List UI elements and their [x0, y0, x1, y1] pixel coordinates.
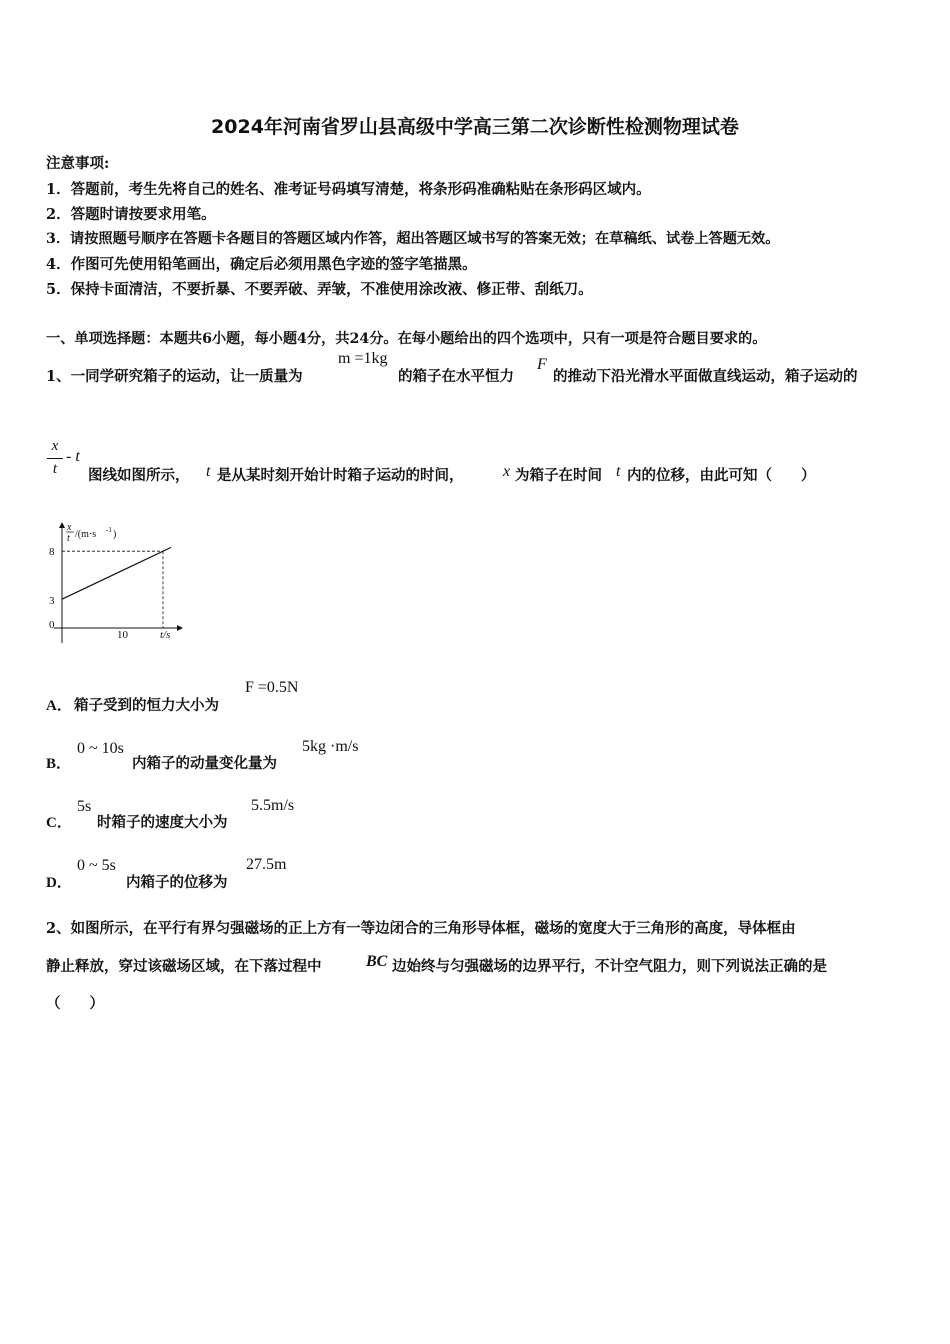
y-label-close: )	[113, 529, 117, 540]
q1-force-symbol: F	[537, 356, 547, 373]
option-letter: C．	[46, 815, 72, 831]
x-axis-label: t/s	[160, 629, 171, 641]
option-pre-formula: 0 ~ 10s	[77, 740, 124, 757]
option-formula: 5.5m/s	[251, 797, 295, 814]
q1-symbol-t: t	[616, 463, 621, 480]
option-text: 内箱子的位移为	[126, 874, 228, 891]
option-text: 箱子受到的恒力大小为	[74, 697, 219, 714]
option-pre-formula: 0 ~ 5s	[77, 857, 116, 874]
option-formula: 5kg ·m/s	[302, 738, 359, 755]
q2-text: 边始终与匀强磁场的边界平行，不计空气阻力，则下列说法正确的是	[392, 958, 827, 975]
q1-text: 的箱子在水平恒力	[398, 368, 514, 385]
q1-fraction-tail: - t	[66, 448, 80, 465]
q1-text: 为箱子在时间	[515, 467, 602, 484]
q2-text: 静止释放，穿过该磁场区域，在下落过程中	[46, 958, 322, 975]
y-label-exponent: -1	[106, 526, 112, 534]
page-title: 2024年河南省罗山县高级中学高三第二次诊断性检测物理试卷	[211, 116, 739, 138]
q1-mass-formula: m =1kg	[338, 350, 388, 367]
fraction-bar	[47, 458, 63, 459]
y-label-unit: /(m·s	[75, 529, 97, 540]
y-label-numerator: x	[67, 522, 72, 533]
y-label-denominator: t	[67, 533, 70, 544]
notice-item: 1．答题前，考生先将自己的姓名、准考证号码填写清楚，将条形码准确粘贴在条形码区域内。	[46, 181, 651, 198]
option-formula: F =0.5N	[245, 679, 299, 696]
option-letter: B．	[46, 756, 72, 772]
y-tick-label: 8	[49, 546, 55, 558]
q1-text: 是从某时刻开始计时箱子运动的时间，	[217, 467, 464, 484]
section-heading: 一、单项选择题：本题共6小题，每小题4分，共24分。在每小题给出的四个选项中，只有一项是符合题目要求的。	[46, 331, 767, 347]
q2-text: （ ）	[46, 995, 104, 1012]
notice-item: 4．作图可先使用铅笔画出，确定后必须用黑色字迹的签字笔描黑。	[46, 256, 477, 273]
q1-text: 图线如图所示，	[88, 467, 190, 484]
option-text: 内箱子的动量变化量为	[132, 755, 277, 772]
y-tick-label: 0	[49, 619, 55, 631]
series-line	[62, 547, 171, 599]
notice-item: 3．请按照题号顺序在答题卡各题目的答题区域内作答，超出答题区域书写的答案无效；在草稿纸、试卷上答题无效。	[46, 231, 780, 247]
notice-item: 5．保持卡面清洁，不要折暴、不要弄破、弄皱，不准使用涂改液、修正带、刮纸刀。	[46, 281, 593, 298]
option-pre-formula: 5s	[77, 798, 92, 815]
option-text: 时箱子的速度大小为	[97, 814, 228, 831]
option-letter: A．	[46, 698, 72, 714]
q1-text: 的推动下沿光滑水平面做直线运动，箱子运动的	[553, 368, 858, 385]
q1-text: 内的位移，由此可知（ ）	[627, 467, 816, 484]
notice-item: 2．答题时请按要求用笔。	[46, 206, 216, 223]
xt-t-graph	[40, 515, 190, 645]
q1-symbol-x: x	[503, 463, 511, 480]
option-formula: 27.5m	[246, 856, 287, 873]
q1-text: 1、一同学研究箱子的运动，让一质量为	[46, 368, 303, 385]
y-tick-label: 3	[49, 595, 55, 607]
q1-fraction-numerator: x	[51, 438, 59, 454]
q2-text: 2、如图所示，在平行有界匀强磁场的正上方有一等边闭合的三角形导体框，磁场的宽度大于三角形的高度，导体框由	[46, 920, 796, 937]
q2-bc-symbol: BC	[366, 953, 388, 970]
q1-symbol-t: t	[206, 463, 211, 480]
notice-heading: 注意事项:	[46, 155, 110, 172]
x-tick-label: 10	[117, 629, 128, 641]
q1-fraction-denominator: t	[52, 461, 58, 477]
option-letter: D．	[46, 875, 72, 891]
